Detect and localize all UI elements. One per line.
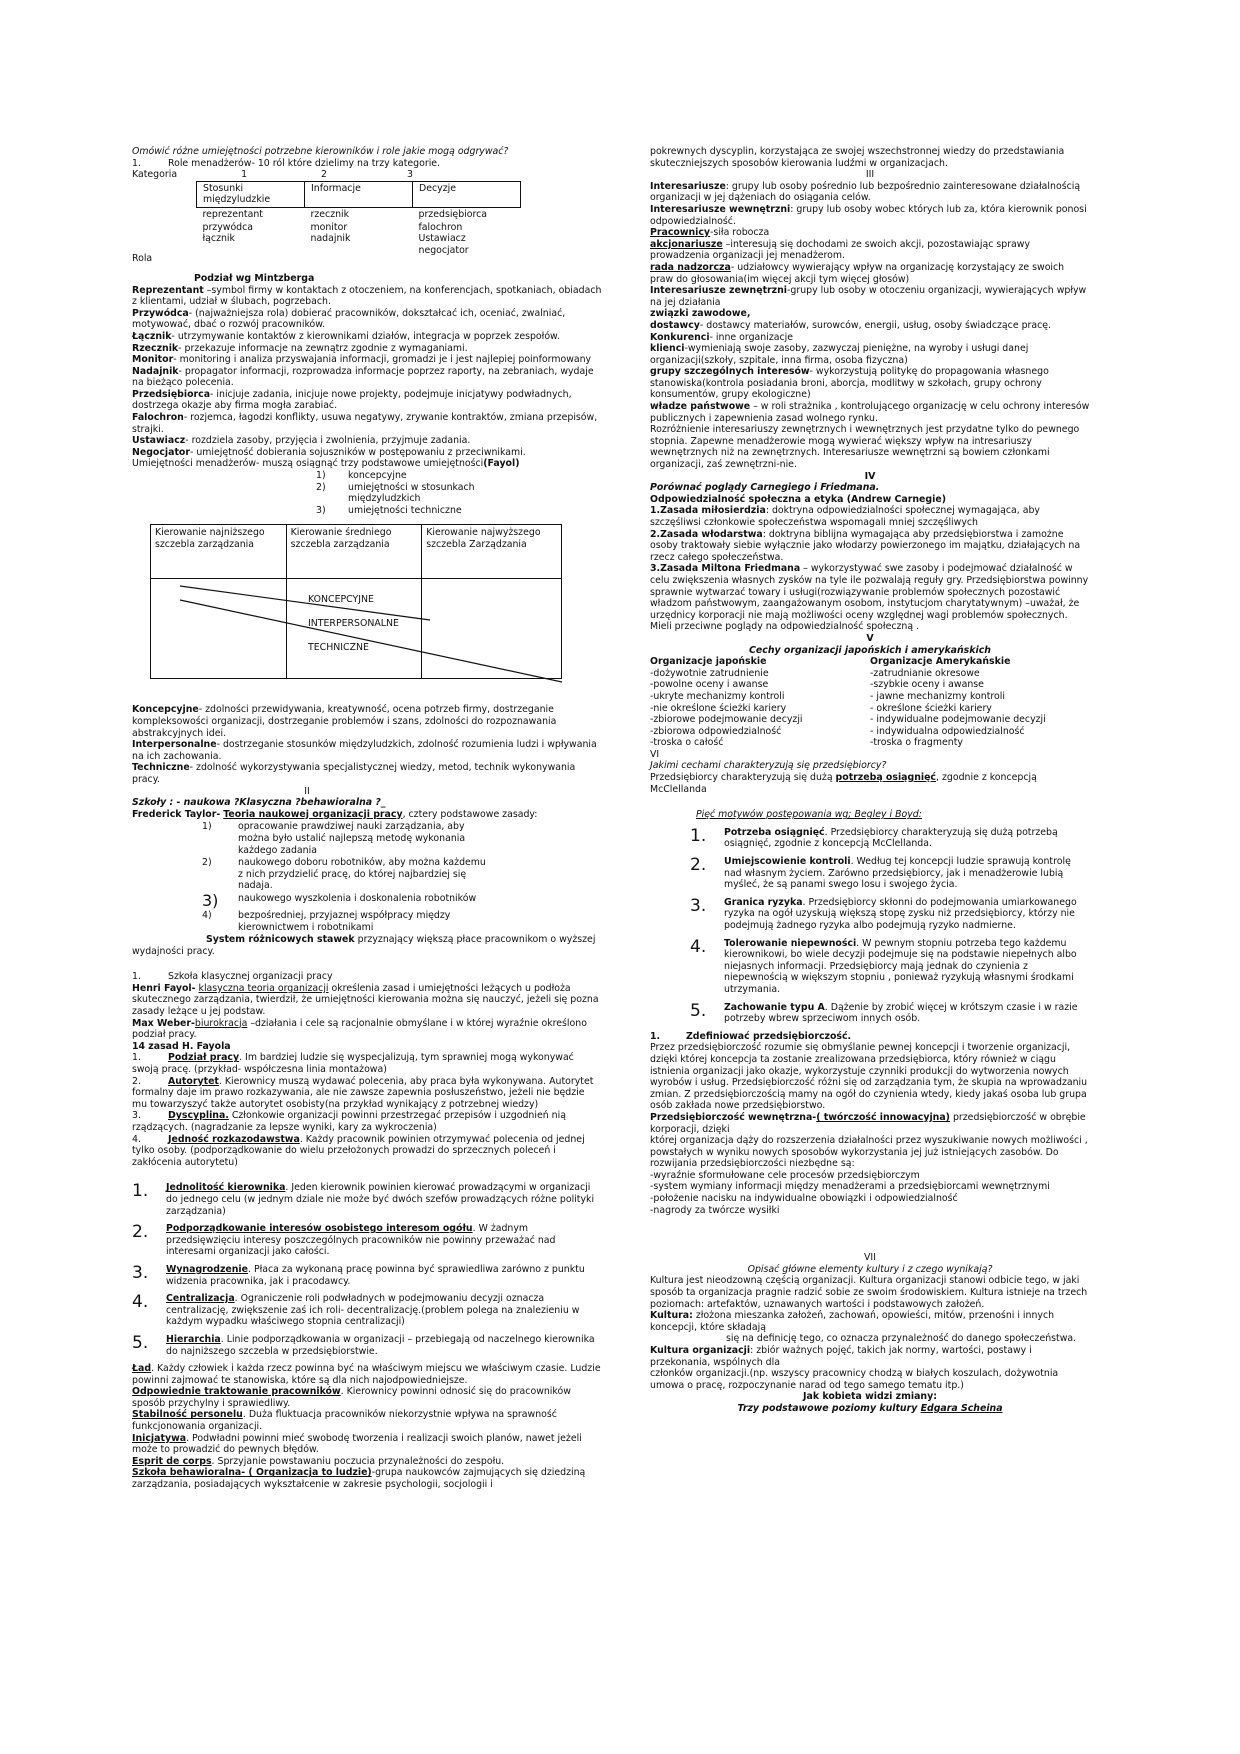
- fayol-rule-big: [132, 1264, 602, 1287]
- entrepreneur-question: Jakimi cechami charakteryzują się przedsiębiorcy?: [650, 760, 887, 772]
- fayol-rule: [132, 1110, 602, 1133]
- role-definition: [132, 366, 602, 389]
- roman-5: V: [866, 632, 874, 644]
- us-column: [870, 656, 1090, 749]
- fayol-rule: [132, 1076, 602, 1111]
- description: . Jeden kierownik powinien kierować prowadzącymi w organizacji do jednego celu (w jednym dziale nie może być dwóch szefów prowadzących różne polityki zarządzania): [166, 1182, 595, 1217]
- top-text: pokrewnych dyscyplin, korzystająca ze swojej wszechstronnej wiedzy do przedstawiania skuteczniejszych sposobów kierowania ludźmi w organizacjach.: [650, 146, 1065, 169]
- list-number: 2): [316, 481, 326, 493]
- description: . Dążenie by zrobić więcej w krótszym czasie i w razie potrzeby wbrew sprzeciwom innych osób.: [724, 1001, 1078, 1025]
- description: . Ograniczenie roli podwładnych w podejmowaniu decyzji oznacza centralizację, zwiększenie zaś ich roli- decentralizację.(problem polega na znalezieniu w każdym wypadku właściwego stopnia centralizacji): [166, 1293, 580, 1328]
- left-column: [132, 146, 602, 1491]
- role-definition: [132, 308, 602, 331]
- taylor-text: opracowanie prawdziwej nauki zarządzania, aby można było ustalić najlepszą metodę wykonania każdego zadania: [238, 821, 466, 856]
- description: - wykorzystują politykę do propagowania własnego stanowiska(kontrola posiadania broni, aborcja, modlitwy w szkołach, grupy ochrony konsumentów, grupy ekologiczne): [650, 366, 1049, 401]
- list-number: 5.: [132, 1332, 149, 1353]
- fayol-rule: [132, 1433, 602, 1456]
- description: -grupy lub osoby w otoczeniu organizacji, wywierających wpływ na jej działania: [650, 285, 1087, 308]
- org-culture-def: Kultura organizacji: zbiór ważnych pojęć, takich jak normy, wartości, postawy i przekonania, wspólnych dla: [650, 1345, 1032, 1368]
- stakeholder: [650, 262, 1090, 285]
- description: : grupy lub osoby pośrednio lub bezpośrednio zainteresowane działalnością organizacji w jej dążeniach do osiągania celów.: [650, 180, 1081, 204]
- list-number: 2.: [132, 1222, 149, 1243]
- description: -wymieniają swoje zasoby, zazwyczaj pieniężne, na wyroby i usługi danej organizacji(szkoły, szpitale, inna firma, osoba fizyczna): [650, 343, 1029, 366]
- description: . W pewnym stopniu potrzeba tego każdemu kierownikowi, bo wiele decyzji podejmuje się na podstawie niepełnych albo niejasnych informacji. Przedsiębiorcy mają jednak do czynienia z niepewnością w większym stopniu , ponieważ ryzykują własnymi środkami utrzymania.: [724, 937, 1077, 995]
- fayol-rule-big: [132, 1182, 602, 1217]
- fayol-rule-big: [132, 1223, 602, 1258]
- term: Tolerowanie niepewności: [724, 937, 857, 949]
- skill-label-inter: INTERPERSONALNE: [308, 618, 399, 630]
- mintzberg-roles: [132, 285, 602, 459]
- skills-header: Kierowanie najniższego szczebla zarządzania: [151, 525, 287, 579]
- roman-7: VII: [864, 1252, 876, 1264]
- term: Jednolitość kierownika: [166, 1182, 286, 1194]
- right-column: [650, 146, 1090, 1415]
- taylor-text: naukowego doboru robotników, aby można każdemu z nich przydzielić pracę, do której najbardziej się nadaja.: [238, 857, 486, 892]
- taylor-item: [132, 857, 602, 892]
- skill-text: koncepcyjne: [348, 470, 407, 482]
- five-motives-title: Pięć motywów postępowania wg; Begley i Boyd:: [696, 809, 922, 821]
- term: Wynagrodzenie: [166, 1263, 248, 1275]
- conceptual-def: Koncepcyjne- zdolności przewidywania, kreatywność, ocena potrzeb firmy, dostrzeganie kompleksowości organizacji, dostrzeganie problemów i szans, zdolności do rozpoznawania abstrakcyjnych idei.: [132, 704, 557, 739]
- culture-def: Kultura: złożona mieszanka założeń, zachowań, opowieści, mitów, przenośni i innych koncepcji, które składają: [650, 1310, 1055, 1333]
- motive-text: [724, 1002, 1090, 1025]
- role-definition: [132, 447, 602, 459]
- list-number: 3): [202, 890, 219, 910]
- term: grupy szczególnych interesów: [650, 366, 810, 378]
- term: rada nadzorcza: [650, 261, 731, 273]
- description: . W żadnym przedsięwzięciu interesy poszczególnych pracowników nie powinny przeważać nad interesami organizacji jako całości.: [166, 1223, 556, 1258]
- us-header: Organizacje Amerykańskie: [870, 656, 1011, 668]
- term: Rzecznik: [132, 342, 179, 354]
- stakeholder: [650, 343, 1090, 366]
- principle: [650, 505, 1090, 528]
- classic-school: 1. Szkoła klasycznej organizacji pracy: [132, 971, 333, 983]
- roles-header: Decyzje: [413, 181, 521, 207]
- term: Granica ryzyka: [724, 896, 803, 908]
- list-number: 2.: [690, 855, 707, 876]
- description: - inne organizacje: [709, 331, 794, 343]
- term: 1.Zasada miłosierdzia: [650, 505, 766, 517]
- description: - inicjuje zadania, inicjuje nowe projekty, podejmuje inicjatywy podwładnych, dostrzega okazje aby firma mogła zarabiać.: [132, 388, 572, 412]
- role-cell: łącznik: [202, 233, 235, 245]
- description: - umiejętność dobierania sojuszników w postępowaniu z przeciwnikami.: [190, 446, 526, 458]
- list-number: 2): [202, 857, 212, 869]
- term: Falochron: [132, 412, 184, 424]
- term: Zachowanie typu A: [724, 1001, 825, 1013]
- rule-text: [166, 1293, 602, 1328]
- term: Interesariusze wewnętrzni: [650, 203, 791, 215]
- fayol-rule: [132, 1363, 602, 1386]
- taylor-text: naukowego wyszkolenia i doskonalenia robotników: [238, 892, 477, 904]
- motive-text: [724, 856, 1090, 891]
- motive-text: [724, 827, 1090, 850]
- roles-header: Stosunki międzyludzkie: [197, 181, 305, 207]
- culture-question: Opisać główne elementy kultury i z czego wynikają?: [747, 1263, 993, 1275]
- fayol-line: Henri Fayol- klasyczna teoria organizacji określenia zasad i umiejętności leżących u podłoża skutecznego zarządzania, twierdził, że umiejętności kierowania można się nauczyć, jeżeli się pozna zasady leżące u jej podstaw.: [132, 982, 599, 1018]
- category-row: Kategoria 1 2 3: [132, 169, 413, 181]
- description: -grupa naukowców zajmujących się dziedziną zarządzania, posiadających wykształcenie w zakresie psychologii, socjologii i: [132, 1467, 586, 1491]
- rule-text: [166, 1264, 602, 1287]
- description: . Podwładni powinni mieć swobodę tworzenia i realizacji swoich planów, nawet jeżeli może to prowadzić do pewnych błędów.: [132, 1432, 582, 1456]
- compare-question: Porównać poglądy Carnegiego i Friedmana.: [650, 482, 880, 494]
- description: - dostawcy materiałów, surowców, energii, usług, osoby świadczące pracę.: [699, 319, 1052, 331]
- term: Nadajnik: [132, 365, 179, 377]
- motives-list: [650, 827, 1090, 1025]
- fayol-rules-big: [132, 1182, 602, 1357]
- role-cell: falochron: [418, 221, 463, 233]
- taylor-item: [132, 821, 602, 856]
- skills-list: [132, 470, 602, 516]
- skills-diagram: [150, 524, 562, 680]
- feature-item: -dożywotnie zatrudnienie: [650, 667, 769, 679]
- role-cell: rzecznik: [310, 208, 350, 220]
- motive-item: [690, 1002, 1090, 1025]
- description: . Przedsiębiorcy charakteryzują się dużą potrzebą osiągnięć, zgodnie z koncepcją McClellanda.: [724, 826, 1058, 850]
- description: - utrzymywanie kontaktów z kierownikami działów, integracja w poprzek zespołów.: [171, 330, 560, 342]
- rule-text: [166, 1223, 602, 1258]
- term: akcjonariusze: [650, 238, 723, 250]
- feature-item: -nie określone ścieżki kariery: [650, 702, 787, 714]
- term: Łącznik: [132, 330, 172, 342]
- term: Interesariusze zewnętrzni: [650, 285, 788, 297]
- role-definition: [132, 343, 602, 355]
- feature-item: - indywidualna odpowiedzialność: [870, 725, 1025, 737]
- term: władze państwowe: [650, 401, 751, 413]
- term: Przedsiębiorca: [132, 388, 211, 400]
- interpersonal-def: Interpersonalne- dostrzeganie stosunków międzyludzkich, zdolność rozumienia ludzi i wpływania na ich zachowania.: [132, 739, 597, 762]
- roman-3: III: [865, 169, 875, 181]
- question-1: Omówić różne umiejętności potrzebne kierowników i role jakie mogą odgrywać?: [132, 146, 509, 157]
- term: Esprit de corps: [132, 1455, 212, 1467]
- fayol-rule: [132, 1467, 602, 1490]
- term: Negocjator: [132, 446, 190, 458]
- fayol-14-title: 14 zasad H. Fayola: [132, 1040, 231, 1052]
- skills-header: Kierowanie średniego szczebla zarządzania: [286, 525, 422, 579]
- description: . Kierownicy powinni odnosić się do pracowników sposób przychylny i sprawiedliwy.: [132, 1386, 571, 1409]
- term: Reprezentant: [132, 284, 204, 296]
- list-number: 1.: [132, 1052, 141, 1064]
- requirement-item: -położenie nacisku na indywidualne obowiązki i odpowiedzialność: [650, 1193, 958, 1205]
- schein-levels: Trzy podstawowe poziomy kultury Edgara Scheina: [737, 1402, 1003, 1414]
- mintzberg-title: Podział wg Mintzberga: [194, 272, 315, 284]
- role-cell: przywódca: [202, 221, 254, 233]
- motive-text: [724, 938, 1090, 996]
- roles-table: [196, 181, 521, 258]
- technical-def: Techniczne- zdolność wykorzystywania specjalistycznej wiedzy, metod, technik wykonywania pracy.: [132, 762, 576, 785]
- description: – w roli strażnika , kontrolującego organizację w celu ochrony interesów publicznych i zapewnienia zasad wolnego rynku.: [650, 401, 1090, 424]
- term: Interesariusze: [650, 180, 726, 192]
- motive-item: [690, 897, 1090, 932]
- list-number: 1.: [132, 1181, 149, 1202]
- principle: [650, 563, 1090, 621]
- description: . Każdy człowiek i każda rzecz powinna być na właściwym miejscu we właściwym czasie. Ludzie powinni zajmować te stanowiska, które są dla nich najodpowiedniejsze.: [132, 1363, 601, 1386]
- term: Dyscyplina.: [168, 1110, 229, 1122]
- define-entrepreneurship: 1. Zdefiniować przedsiębiorczość.: [650, 1030, 852, 1042]
- requirement-item: -wyraźnie sformułowane cele procesów przedsiębiorczym: [650, 1169, 920, 1181]
- skill-item: [132, 470, 602, 482]
- woman-changes: Jak kobieta widzi zmiany:: [803, 1391, 937, 1403]
- description: - udziałowcy wywierający wpływ na organizację korzystający ze swoich praw do głosowania(im więcej akcji tym więcej głosów): [650, 261, 1065, 285]
- jp-us-table: [650, 656, 1090, 749]
- fayol-rule: [132, 1456, 602, 1468]
- description: . Sprzyjanie powstawaniu poczucia przynależności do zespołu.: [211, 1455, 505, 1467]
- taylor-line: Frederick Taylor- Teoria naukowej organizacji pracy, cztery podstawowe zasady:: [132, 808, 538, 820]
- term: Monitor: [132, 354, 174, 366]
- term: Ład: [132, 1363, 152, 1375]
- stakeholder: [650, 181, 1090, 204]
- description: -siła robocza: [710, 227, 770, 239]
- stakeholder: [650, 332, 1090, 344]
- taylor-list: [132, 821, 602, 933]
- role-cell: reprezentant: [202, 208, 263, 220]
- term: Autorytet: [168, 1075, 219, 1087]
- feature-item: -szybkie oceny i awanse: [870, 679, 984, 691]
- term: Pracownicy: [650, 227, 711, 239]
- motive-item: [690, 827, 1090, 850]
- skill-label-tech: TECHNICZNE: [308, 642, 369, 654]
- feature-item: - indywidualne podejmowanie decyzji: [870, 714, 1046, 726]
- org-culture-cont: członków organizacji.(np. wszyscy pracownicy chodzą w białych koszulach, dożywotnia umowa o pracę, rozpoczynanie narad od tego samego tematu itp.): [650, 1368, 1059, 1391]
- roles-intro: 1. Role menadżerów- 10 ról które dzielimy na trzy kategorie.: [132, 157, 441, 169]
- role-cell: przedsiębiorca: [418, 208, 488, 220]
- principles: [650, 505, 1090, 621]
- term: Ustawiacz: [132, 435, 186, 447]
- stakeholder: [650, 204, 1090, 227]
- description: . Według tej koncepcji ludzie sprawują kontrolę nad własnym życiem. Zarówno przedsiębiorcy, jak i menadżerowie lubią myśleć, że są panami swego losu i swojego życia.: [724, 856, 1071, 891]
- fayol-rule: [132, 1134, 602, 1169]
- taylor-text: bezpośredniej, przyjaznej współpracy między kierownictwem i robotnikami: [238, 909, 451, 933]
- system-line: System różnicowych stawek przyznający większą płace pracownikom o wyższej wydajności pracy.: [132, 934, 596, 957]
- stakeholder: [650, 366, 1090, 401]
- weber-line: Max Weber-biurokracja –działania i cele są racjonalnie obmyślane i w której wyraźnie określono podział pracy.: [132, 1017, 587, 1041]
- distinction-text: Rozróżnienie interesariuszy zewnętrznych i wewnętrznych jest przydatne tylko do pewnego stopnia. Zapewne menadżerowie mogą wywierać większy wpływ na intresariuszy wewnętrznych niż na zewnętrznych. Interesariusze wewnętrzni są bowiem członkami organizacji, zaś zewnętrzni-nie.: [650, 424, 1080, 471]
- opposite-views: Mieli przeciwne poglądy na odpowiedzialność społeczną .: [650, 621, 920, 633]
- term: 2.Zasada włodarstwa: [650, 528, 763, 540]
- term: Stabilność personelu: [132, 1409, 243, 1421]
- role-definition: [132, 435, 602, 447]
- skill-item: [132, 505, 602, 517]
- term: Przywódca: [132, 307, 189, 319]
- role-definition: [132, 389, 602, 412]
- description: - (najważniejsza rola) dobierać pracowników, dokształcać ich, oceniać, zwalniać, motywować, dbać o rozwój pracowników.: [132, 307, 566, 331]
- term: Centralizacja: [166, 1293, 235, 1305]
- rule-text: [166, 1182, 602, 1217]
- responsibility-title: Odpowiedzialność społeczna a etyka (Andrew Carnegie): [650, 493, 946, 505]
- principle: [650, 529, 1090, 564]
- roman-4: IV: [864, 470, 876, 482]
- term: dostawcy: [650, 319, 700, 331]
- term: Potrzeba osiągnięć: [724, 826, 825, 838]
- roman-6: VI: [650, 748, 660, 760]
- term: Szkoła behawioralna- ( Organizacja to ludzie): [132, 1467, 372, 1479]
- list-number: 2.: [132, 1075, 141, 1087]
- description: - propagator informacji, rozprowadza informacje poprzez raporty, na zebraniach, wydaje na bieżąco polecenia.: [132, 365, 594, 389]
- features-title: Cechy organizacji japońskich i amerykańskich: [749, 644, 991, 656]
- fayol-rules-numbered: [132, 1052, 602, 1168]
- description: - rozdziela zasoby, przyjęcia i zwolnienia, przyjmuje zadania.: [185, 435, 471, 447]
- requirement-item: -system wymiany informacji między menadżerami a przedsiębiorcami wewnętrznymi: [650, 1181, 1050, 1193]
- term: Podział pracy: [168, 1052, 240, 1064]
- description: –interesują się dochodami ze swoich akcji, pozostawiając sprawy prowadzenia organizacji jej menadżerom.: [650, 238, 1031, 262]
- description: . Linie podporządkowania w organizacji – przebiegają od naczelnego kierownika do najniższego szczebla w przedsiębiorstwie.: [166, 1333, 595, 1357]
- motive-text: [724, 897, 1090, 932]
- role-cell: negocjator: [418, 244, 469, 256]
- culture-text: Kultura jest nieodzowną częścią organizacji. Kultura organizacji stanowi odbicie tego, w jaki sposób ta organizacja pragnie radzić sobie ze swoim środowiskiem. Kultura istnieje na trzech poziomach: artefaktów, uznawanych wartości i podstawowych założeń.: [650, 1275, 1088, 1310]
- description: : grupy lub osoby wobec których lub za, która kierownik ponosi odpowiedzialność.: [650, 203, 1087, 227]
- intrapreneurship-line: Przedsiębiorczość wewnętrzna-( twórczość innowacyjna) przedsiębiorczość w obrębie korporacji, dzięki: [650, 1111, 1086, 1135]
- description: . Kierownicy muszą wydawać polecenia, aby praca była wykonywana. Autorytet formalny daje im prawo rozkazywania, ale nie zawsze zapewnia posłuszeństwo, jeżeli nie będzie mu towarzyszyć także autorytet osobisty(na przykład wynikający z potrzebnej wiedzy): [132, 1075, 594, 1110]
- feature-item: - jawne mechanizmy kontroli: [870, 690, 1005, 702]
- fayol-rule: [132, 1052, 602, 1075]
- skill-line-concept: [180, 586, 430, 620]
- feature-item: -zatrudnianie okresowe: [870, 667, 980, 679]
- term: Jedność rozkazodawstwa: [168, 1133, 300, 1145]
- stakeholders: [650, 181, 1090, 424]
- description: - monitoring i analiza przyswajania informacji, gromadzi je i jest najlepiej poinformowany: [173, 354, 592, 366]
- entrepreneurship-text: Przez przedsiębiorczość rozumie się obmyślanie pewnej koncepcji i tworzenie organizacji, dzięki której koncepcja ta zostanie zrealizowana przedsiębiorca, który również w ciągu istnienia organizacji jako okazje, wykorzystuje czynniki produkcji do wytworzenia nowych wyrobów i usług. Przedsiębiorczość różni się od zarządzania tym, że skupia na wprowadzaniu zmian. Z przedsiębiorczością mamy na ogół do czynienia wtedy, kiedy jakaś osoba lub grupa osób zakłada nowe przedsiębiorstwo.: [650, 1042, 1088, 1112]
- fayol-rule-big: [132, 1293, 602, 1328]
- description: - przekazuje informacje na zewnątrz zgodnie z wymaganiami.: [178, 342, 468, 354]
- list-number: 1.: [132, 157, 141, 169]
- description: : doktryna odpowiedzialności społecznej wymagająca, aby szczęśliwsi członkowie społeczeństwa wspomagali mniej szczęśliwych: [650, 505, 1040, 528]
- taylor-item: [132, 890, 602, 910]
- feature-item: -ukryte mechanizmy kontroli: [650, 690, 785, 702]
- motive-item: [690, 856, 1090, 891]
- list-number: 5.: [690, 1000, 707, 1021]
- term: Hierarchia: [166, 1333, 221, 1345]
- feature-item: - określone ścieżki kariery: [870, 702, 992, 714]
- fayol-rules-rest: [132, 1363, 602, 1491]
- role-definition: [132, 331, 602, 343]
- list-number: 3.: [690, 895, 707, 916]
- description: - rozjemca, łagodzi konflikty, usuwa negatywy, zrywanie kontraktów, zmiana przepisów, strajki.: [132, 412, 598, 435]
- feature-item: -powolne oceny i awanse: [650, 679, 769, 691]
- role-cell: Ustawiacz: [418, 233, 466, 245]
- stakeholder: [650, 285, 1090, 308]
- jp-header: Organizacje japońskie: [650, 656, 767, 668]
- list-number: 1.: [690, 825, 707, 846]
- term: Podporządkowanie interesów osobistego interesom ogółu: [166, 1223, 473, 1235]
- stakeholder: [650, 239, 1090, 262]
- skill-label-concept: KONCEPCYJNE: [308, 594, 374, 606]
- feature-item: -troska o całość: [650, 737, 724, 749]
- list-number: 1): [202, 821, 212, 833]
- stakeholder: [650, 308, 1090, 320]
- motive-item: [690, 938, 1090, 996]
- fayol-rule: [132, 1409, 602, 1432]
- description: . Przedsiębiorcy skłonni do podejmowania umiarkowanego ryzyka na ogół uzyskują większą stopę zysku niż przedsiębiorcy, którzy nie podejmują żadnego ryzyka albo podejmują ryzyko nadmierne.: [724, 896, 1077, 931]
- stakeholder: [650, 320, 1090, 332]
- list-number: 3): [316, 504, 326, 516]
- requirement-item: -nagrody za twórcze wysiłki: [650, 1204, 780, 1216]
- feature-item: -zbiorowa odpowiedzialność: [650, 725, 782, 737]
- feature-item: -troska o fragmenty: [870, 737, 963, 749]
- skills-intro: Umiejętności menadżerów- muszą osiągnąć trzy podstawowe umiejętności(Fayol): [132, 458, 520, 470]
- role-definition: [132, 354, 602, 366]
- term: Konkurenci: [650, 331, 710, 343]
- roles-header: Informacje: [305, 181, 413, 207]
- list-number: 4.: [690, 936, 707, 957]
- description: –symbol firmy w kontaktach z otoczeniem, na konferencjach, spotkaniach, obiadach z klientami, udział w ślubach, pogrzebach.: [132, 284, 602, 308]
- list-number: 3.: [132, 1262, 149, 1283]
- role-cell: monitor: [310, 221, 348, 233]
- description: . Duża fluktuacja pracowników niekorzystnie wpływa na sprawność funkcjonowania organizacji.: [132, 1409, 557, 1433]
- stakeholder: [650, 401, 1090, 424]
- list-number: 4): [202, 909, 212, 921]
- term: Odpowiednie traktowanie pracowników: [132, 1386, 341, 1398]
- role-definition: [132, 285, 602, 308]
- culture-def-cont: się na definicję tego, co oznacza przynależność do danego społeczeństwa.: [726, 1333, 1077, 1345]
- roman-2: II: [304, 785, 310, 797]
- intrapreneurship-text: której organizacja dąży do rozszerzenia działalności przez wyszukiwanie nowych możliwości , powstałych w wyniku nowych sposobów wykorzystania jej już istniejących zasobów. Do rozwijania przedsiębiorczości niezbędne są:: [650, 1135, 1088, 1170]
- description: . Im bardziej ludzie się wyspecjalizują, tym sprawniej mogą wykonywać swoją pracę. (przykład- współczesna linia montażowa): [132, 1052, 574, 1076]
- list-number: 4.: [132, 1133, 141, 1145]
- description: Członkowie organizacji powinni przestrzegać przepisów i uzgodnień nią rządzących. (nagradzanie za lepsze wyniki, kary za wykroczenia): [132, 1110, 566, 1133]
- feature-item: -zbiorowe podejmowanie decyzji: [650, 714, 803, 726]
- list-number: 3.: [132, 1110, 141, 1122]
- skill-text: umiejętności w stosunkach międzyludzkich: [348, 481, 475, 505]
- description: : doktryna biblijna wymagająca aby przedsiębiorstwa i zamożne osoby traktowały siebie wyłącznie jako włodarzy powierzonego im majątku, działających na rzecz całego społeczeństwa.: [650, 528, 1081, 563]
- role-label: Rola: [132, 253, 153, 265]
- term: związki zawodowe,: [650, 308, 751, 320]
- list-number: 1): [316, 470, 326, 482]
- skill-item: [132, 482, 602, 505]
- role-definition: [132, 412, 602, 435]
- stakeholder: [650, 227, 1090, 239]
- fayol-rule: [132, 1386, 602, 1409]
- term: 3.Zasada Miltona Friedmana: [650, 563, 801, 575]
- entrepreneur-answer: Przedsiębiorcy charakteryzują się dużą potrzebą osiągnięć, zgodnie z koncepcją McClellanda: [650, 772, 1037, 795]
- fayol-rule-big: [132, 1334, 602, 1357]
- role-cell: nadajnik: [310, 233, 351, 245]
- skill-text: umiejętności techniczne: [348, 504, 462, 516]
- schools-line: Szkoły : - naukowa ?Klasyczna ?behawioralna ?_: [132, 797, 386, 809]
- description: . Płaca za wykonaną pracę powinna być sprawiedliwa zarówno z punktu widzenia pracownika, jak i pracodawcy.: [166, 1263, 585, 1287]
- term: Umiejscowienie kontroli: [724, 856, 851, 868]
- description: . Każdy pracownik powinien otrzymywać polecenia od jednej tylko osoby. (podporządkowanie do wielu przełożonych prowadzi do sprzecznych poleceń i zakłócenia autorytetu): [132, 1133, 585, 1168]
- taylor-item: [132, 910, 602, 933]
- skills-header: Kierowanie najwyższego szczebla Zarządzania: [422, 525, 562, 579]
- rule-text: [166, 1334, 602, 1357]
- term: klienci: [650, 343, 685, 355]
- requirements-list: [650, 1170, 1090, 1216]
- jp-column: [650, 656, 870, 749]
- term: Inicjatywa: [132, 1432, 187, 1444]
- description: – wykorzystywać swe zasoby i podejmować działalność w celu zwiększenia własnych zysków na tyle ile pozwalają reguły gry. Przedsiębiorstwa powinny sprawnie wytwarzać towary i usługi(rozwiązywanie problemów społecznych pozostawić władzom państwowym, zaangażowanym osobom, instytucjom charytatywnym) –uważał, że urzędnicy korporacji nie mają możliwości oceny względnej wagi problemów społecznych.: [650, 563, 1089, 621]
- list-number: 4.: [132, 1292, 149, 1313]
